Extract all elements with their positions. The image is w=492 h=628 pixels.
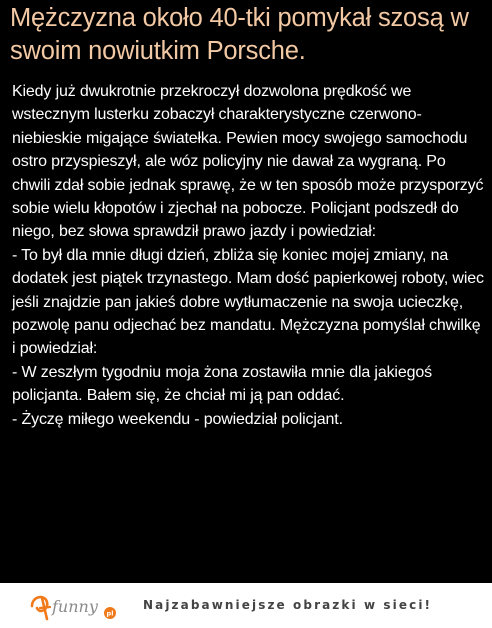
story-paragraph: - Życzę miłego weekendu - powiedział policjant.	[12, 410, 343, 428]
logo-suffix: pl	[106, 609, 114, 618]
story-paragraph: - To był dla mnie długi dzień, zbliża się koniec mojej zmiany, na dodatek jest piątek trzynastego. Mam dość papierkowej roboty, wiec jeśli znajdzie pan jakieś dobre wytłumaczenie na swoja ucieczkę, pozwolę panu odjechać bez mandatu. Mężczyzna pomyślał chwilkę i powiedział:	[12, 246, 484, 358]
story-paragraph: - W zeszłym tygodniu moja żona zostawiła mnie dla jakiegoś policjanta. Bałem się, że chciał mi ją pan oddać.	[12, 363, 432, 405]
footer-bar	[0, 583, 492, 628]
joke-text	[12, 80, 484, 431]
story-paragraph: Kiedy już dwukrotnie przekroczył dozwolona prędkość we wstecznym lusterku zobaczył charakterystyczne czerwono-niebieskie migające światełka. Pewien mocy swojego samochodu ostro przyspieszył, ale wóz policyjny nie dawał za wygraną. Po chwili zdał sobie jednak sprawę, że w ten sposób może przysporzyć sobie wielu kłopotów i zjechał na pobocze. Policjant podszedł do niego, bez słowa sprawdził prawo jazdy i powiedział:	[12, 83, 484, 241]
funny-pl-logo[interactable]	[28, 589, 128, 623]
logo-text: funny	[52, 597, 98, 616]
joke-title: Mężczyzna około 40-tki pomykał szosą w swoim nowiutkim Porsche.	[10, 4, 469, 65]
footer-tagline: Najzabawniejsze obrazki w sieci!	[143, 598, 433, 612]
